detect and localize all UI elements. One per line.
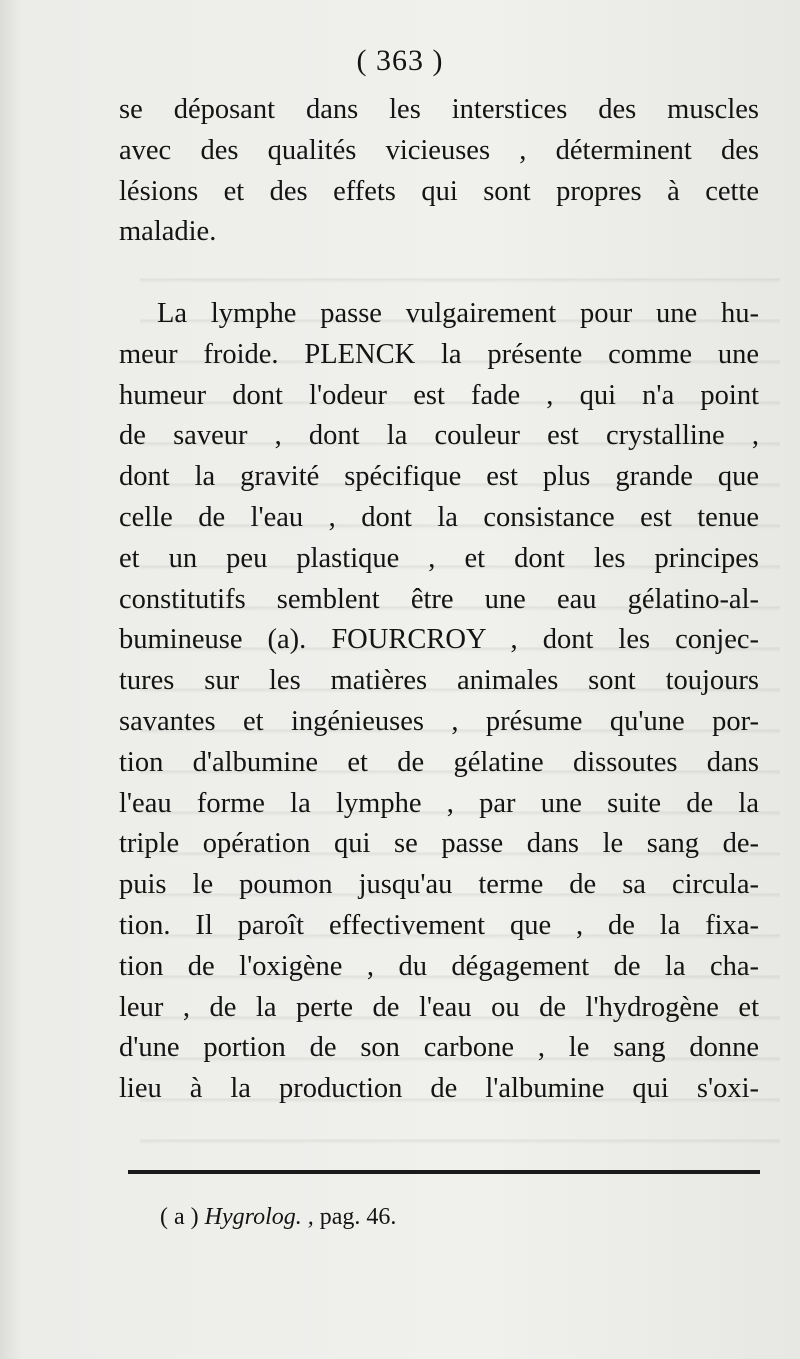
text-line: tion. Il paroît effectivement que , de la fixa- [119,909,759,941]
text-line: d'une portion de son carbone , le sang donne [119,1032,759,1064]
text-line: constitutifs semblent être une eau gélatino-al- [119,583,759,615]
footnote-marker: ( a ) [160,1204,199,1230]
text-line: lieu à la production de l'albumine qui s'oxi- [119,1073,759,1105]
text-line: et un peu plastique , et dont les principes [119,542,759,574]
text-line: maladie. [119,216,217,248]
page-number: ( 363 ) [356,44,444,77]
text-line: lésions et des effets qui sont propres à cette [119,175,759,207]
text-line: se déposant dans les interstices des muscles [119,94,759,125]
text-line: triple opération qui se passe dans le sang de- [119,828,759,860]
body-text [119,90,759,1110]
paragraph-gap [119,253,759,294]
text-line: savantes et ingénieuses , présume qu'une por- [119,705,759,737]
text-line: dont la gravité spécifique est plus grande que [119,461,759,493]
text-line: l'eau forme la lymphe , par une suite de la [119,787,759,819]
text-line: La lymphe passe vulgairement pour une hu- [157,297,759,329]
footnote [160,1204,396,1231]
text-line: leur , de la perte de l'eau ou de l'hydrogène et [119,991,759,1023]
text-line: meur froide. PLENCK la présente comme une [119,338,759,370]
footnote-rule [128,1170,760,1174]
text-line: tion d'albumine et de gélatine dissoutes dans [119,746,759,778]
text-line: de saveur , dont la couleur est crystalline , [119,420,759,452]
text-line: avec des qualités vicieuses , déterminent des [119,134,759,166]
text-line: puis le poumon jusqu'au terme de sa circula- [119,869,759,901]
footnote-page: pag. 46. [319,1204,397,1230]
text-line: celle de l'eau , dont la consistance est tenue [119,501,759,533]
text-line: bumineuse (a). FOURCROY , dont les conjec- [119,624,759,656]
text-line: humeur dont l'odeur est fade , qui n'a point [119,379,759,411]
text-line: tion de l'oxigène , du dégagement de la cha- [119,950,759,982]
text-line: tures sur les matières animales sont toujours [119,665,759,697]
footnote-source: Hygrolog. , [204,1204,314,1230]
